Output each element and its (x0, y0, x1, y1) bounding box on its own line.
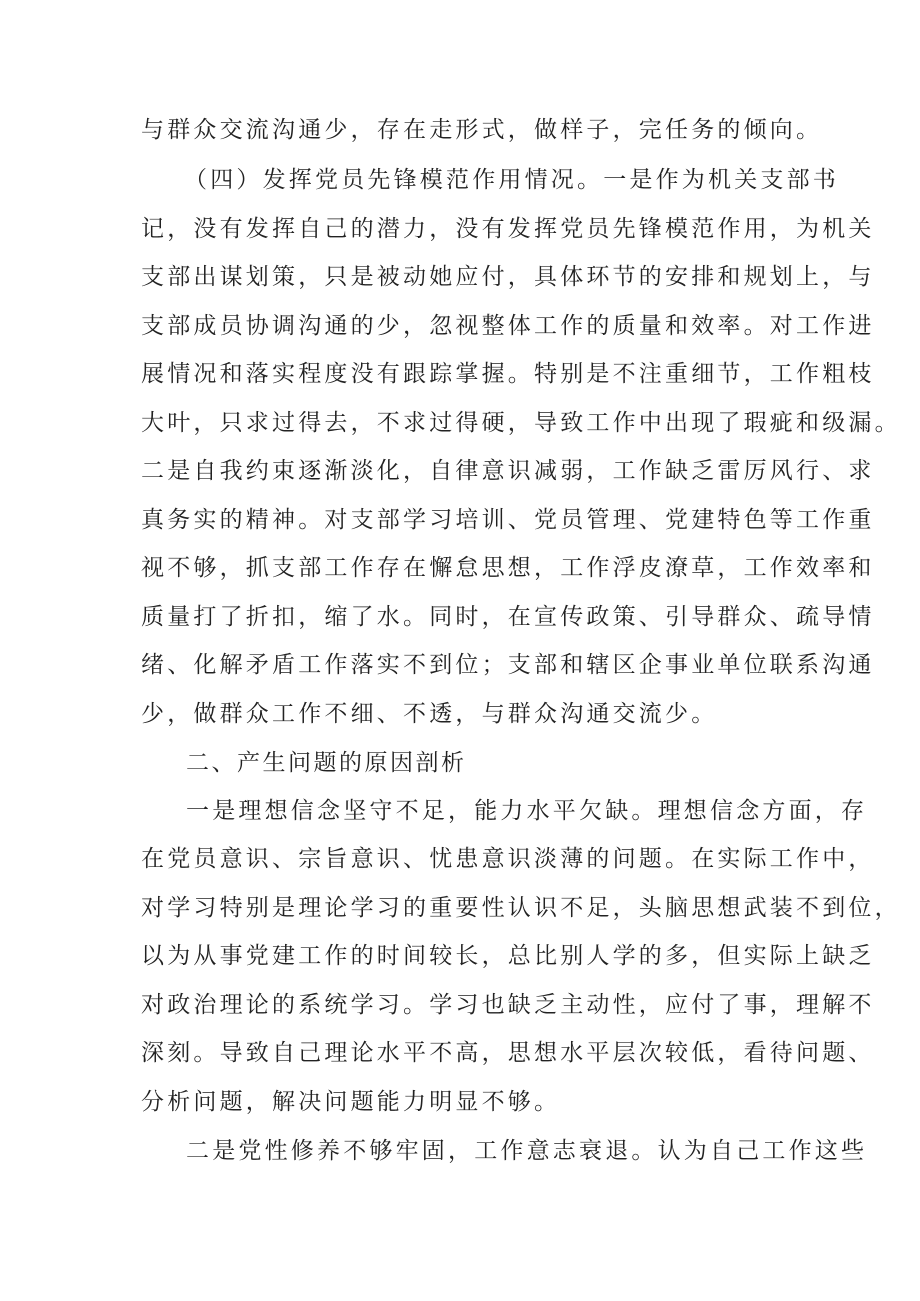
text-line: 与群众交流沟通少，存在走形式，做样子，完任务的倾向。 (141, 117, 823, 143)
text-line: 记，没有发挥自己的潜力，没有发挥党员先锋模范作用，为机关 (141, 216, 875, 242)
text-line: 支部出谋划策，只是被动她应付，具体环节的安排和规划上，与 (141, 264, 875, 290)
text-line: 一是理想信念坚守不足，能力水平欠缺。理想信念方面，存 (186, 798, 868, 824)
text-line: 对学习特别是理论学习的重要性认识不足，头脑思想武装不到位， (141, 895, 901, 921)
text-line: 深刻。导致自己理论水平不高，思想水平层次较低，看待问题、 (141, 1040, 875, 1066)
text-line: 二是自我约束逐渐淡化，自律意识减弱，工作缺乏雷厉风行、求 (141, 458, 875, 484)
text-line: 真务实的精神。对支部学习培训、党员管理、党建特色等工作重 (141, 507, 875, 533)
text-line: 以为从事党建工作的时间较长，总比别人学的多，但实际上缺乏 (141, 943, 875, 969)
text-line: 质量打了折扣，缩了水。同时，在宣传政策、引导群众、疏导情 (141, 604, 875, 630)
text-line: 在党员意识、宗旨意识、忧患意识淡薄的问题。在实际工作中， (141, 846, 875, 872)
section-heading: 二、产生问题的原因剖析 (186, 750, 467, 776)
text-line: 二是党性修养不够牢固，工作意志衰退。认为自己工作这些 (186, 1138, 868, 1164)
text-line: 展情况和落实程度没有跟踪掌握。特别是不注重细节，工作粗枝 (141, 361, 875, 387)
text-line: 视不够，抓支部工作存在懈怠思想，工作浮皮潦草，工作效率和 (141, 555, 875, 581)
text-line: 分析问题，解决问题能力明显不够。 (141, 1089, 561, 1115)
text-line: 绪、化解矛盾工作落实不到位；支部和辖区企事业单位联系沟通 (141, 652, 875, 678)
text-line: （四）发挥党员先锋模范作用情况。一是作为机关支部书 (184, 167, 839, 193)
text-line: 支部成员协调沟通的少，忽视整体工作的质量和效率。对工作进 (141, 313, 875, 339)
text-line: 对政治理论的系统学习。学习也缺乏主动性，应付了事，理解不 (141, 992, 875, 1018)
text-line: 少，做群众工作不细、不透，与群众沟通交流少。 (141, 701, 718, 727)
text-line: 大叶，只求过得去，不求过得硬，导致工作中出现了瑕疵和级漏。 (141, 410, 901, 436)
